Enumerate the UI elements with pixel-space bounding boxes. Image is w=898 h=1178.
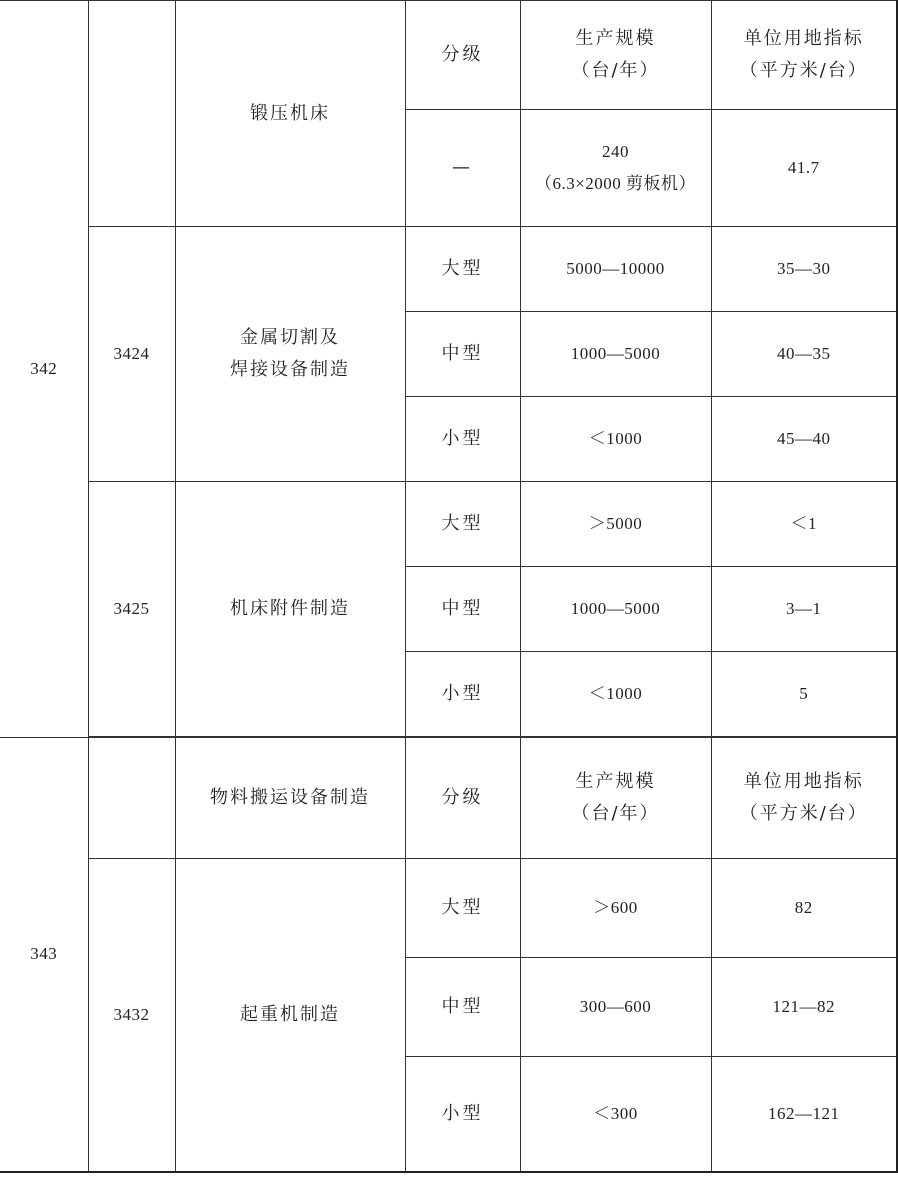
scale-cell: ＜1000 [520, 652, 711, 737]
category-code-342: 342 [0, 1, 88, 738]
grade-cell: 中型 [405, 312, 520, 397]
grade-cell: 大型 [405, 482, 520, 567]
grade-cell: 大型 [405, 859, 520, 958]
header-grade: 分级 [405, 1, 520, 110]
subcategory-name-forging: 锻压机床 [175, 1, 405, 227]
grade-cell: 小型 [405, 1057, 520, 1172]
subcategory-code-blank [88, 738, 175, 859]
scale-cell: ＞5000 [520, 482, 711, 567]
subcategory-code-3425: 3425 [88, 482, 175, 737]
table-row [0, 482, 897, 567]
index-cell: ＜1 [711, 482, 897, 567]
subcategory-name-3432: 起重机制造 [175, 859, 405, 1172]
index-cell: 35—30 [711, 227, 897, 312]
index-cell: 40—35 [711, 312, 897, 397]
scale-cell: 1000—5000 [520, 312, 711, 397]
index-cell: 3—1 [711, 567, 897, 652]
scale-cell: 300—600 [520, 958, 711, 1057]
table-row [0, 1, 897, 110]
header-index: 单位用地指标 （平方米/台） [711, 1, 897, 110]
grade-cell: 小型 [405, 397, 520, 482]
scale-cell: 240 （6.3×2000 剪板机） [520, 110, 711, 227]
grade-cell: — [405, 110, 520, 227]
index-cell: 121—82 [711, 958, 897, 1057]
subcategory-name-3425: 机床附件制造 [175, 482, 405, 737]
index-cell: 41.7 [711, 110, 897, 227]
scale-cell: ＜1000 [520, 397, 711, 482]
header-scale: 生产规模 （台/年） [520, 1, 711, 110]
scale-cell: 5000—10000 [520, 227, 711, 312]
grade-cell: 小型 [405, 652, 520, 737]
header-scale: 生产规模 （台/年） [520, 738, 711, 859]
subcategory-code-blank [88, 1, 175, 227]
grade-cell: 中型 [405, 567, 520, 652]
index-cell: 5 [711, 652, 897, 737]
category-code-343: 343 [0, 738, 88, 1172]
grade-cell: 中型 [405, 958, 520, 1057]
grade-cell: 大型 [405, 227, 520, 312]
scale-cell: ＜300 [520, 1057, 711, 1172]
scale-cell: 1000—5000 [520, 567, 711, 652]
scale-cell: ＞600 [520, 859, 711, 958]
subcategory-code-3424: 3424 [88, 227, 175, 482]
header-grade: 分级 [405, 738, 520, 859]
index-cell: 82 [711, 859, 897, 958]
header-index: 单位用地指标 （平方米/台） [711, 738, 897, 859]
index-cell: 162—121 [711, 1057, 897, 1172]
table-row [0, 227, 897, 312]
subcategory-code-3432: 3432 [88, 859, 175, 1172]
subcategory-name-3424: 金属切割及 焊接设备制造 [175, 227, 405, 482]
subcategory-name-material-handling: 物料搬运设备制造 [175, 738, 405, 859]
index-cell: 45—40 [711, 397, 897, 482]
table-row [0, 859, 897, 958]
table-row [0, 738, 897, 859]
